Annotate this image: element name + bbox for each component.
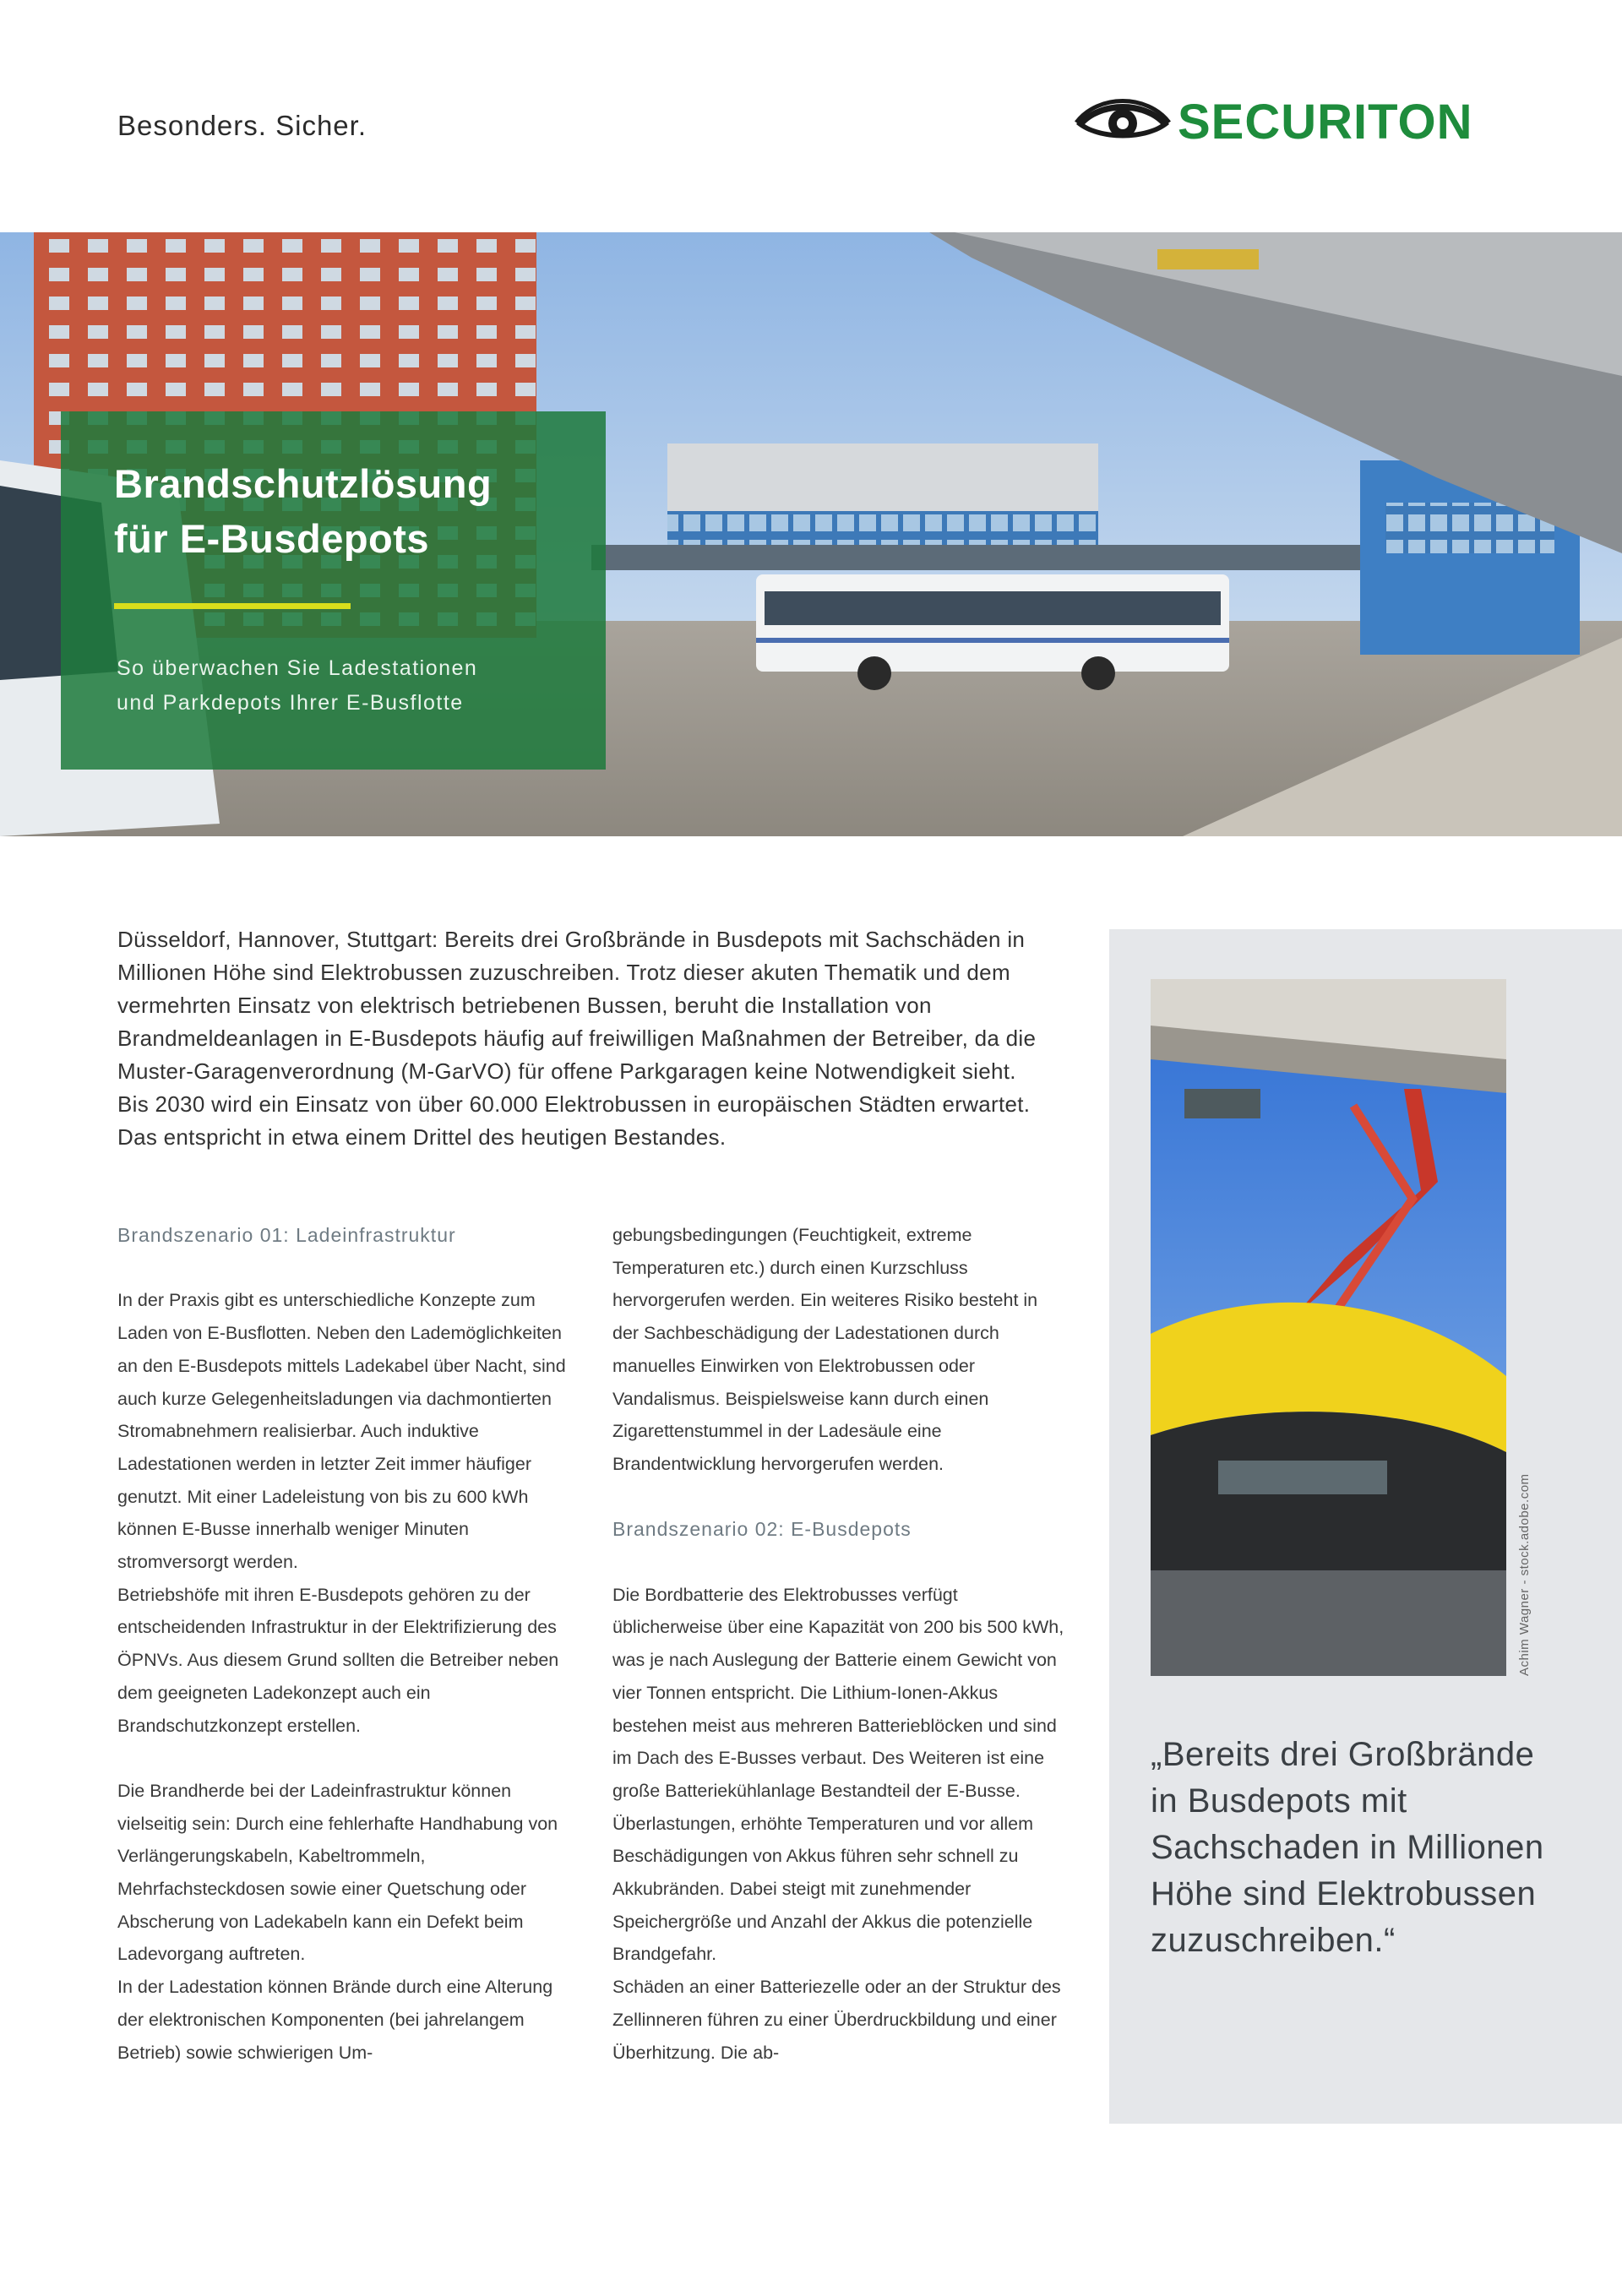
body-paragraph: Die Bordbatterie des Elektrobusses verfügt üblicherweise über eine Kapazität von 200 bis 500 kWh, was je nach Auslegung der Batterie einem Gewicht von vier Tonnen entspricht. Die Lithium-Ionen-Akkus bestehen meist aus mehreren Batterieblöcken und sind im Dach des E-Busses verbaut. Des Weiteren ist eine große Batteriekühlanlage Bestandteil der E-Busse. Überlastungen, erhöhte Temperaturen und vor allem Beschädigungen von Akkus führen sehr schnell zu Akkubränden. Dabei steigt mit zunehmender Speichergröße und Anzahl der Akkus die potenzielle Brandgefahr. — [612, 1584, 1064, 1965]
title-accent-rule — [114, 603, 351, 609]
title-box — [61, 411, 606, 770]
logo-wordmark: SECURITON — [1178, 94, 1473, 150]
body-paragraph: In der Ladestation können Brände durch eine Alterung der elektronischen Komponenten (bei jahrelangem Betrieb) sowie schwierigen Um- — [117, 1977, 553, 2063]
title-line-2: für E-Busdepots — [114, 516, 430, 561]
body-paragraph: Betriebshöfe mit ihren E-Busdepots gehören zu der entscheidenden Infrastruktur in der Elektrifizierung des ÖPNVs. Aus diesem Grund sollten die Betreiber neben dem geeigneten Ladekonzept auch ein Brandschutzkonzept erstellen. — [117, 1584, 559, 1736]
body-paragraph: In der Praxis gibt es unterschiedliche Konzepte zum Laden von E-Busflotten. Neben den Lademöglichkeiten an den E-Busdepots mittels Ladekabel über Nacht, sind auch kurze Gelegenheitsladungen via dachmontierten Stromabnehmern realisierbar. Auch induktive Ladestationen werden in letzter Zeit immer häufiger genutzt. Mit einer Ladeleistung von bis zu 600 kWh können E-Busse innerhalb weniger Minuten stromversorgt werden. — [117, 1290, 566, 1573]
photo-credit-text: Achim Wagner - stock.adobe.com — [1517, 1473, 1532, 1676]
text-column-2 — [612, 1219, 1069, 2069]
page-subtitle — [117, 651, 573, 721]
subtitle-line-2: und Parkdepots Ihrer E-Busflotte — [117, 691, 464, 715]
intro-paragraph: Düsseldorf, Hannover, Stuttgart: Bereits drei Großbrände in Busdepots mit Sachschäden in Millionen Höhe sind Elektrobussen zuzuschreiben. Trotz dieser akuten Thematik und dem vermehrten Einsatz von elektrisch betriebenen Bussen, beruht die Installation von Brandmeldeanlagen in E-Busdepots häufig auf freiwilligen Maßnahmen der Betreiber, da die Muster-Garagenverordnung (M-GarVO) für offene Parkgaragen keine Notwendigkeit sieht. — [117, 927, 1037, 1084]
pull-quote: „Bereits drei Großbrände in Busdepots mit Sachschaden in Millionen Höhe sind Elektrobussen zuzuschreiben.“ — [1151, 1736, 1544, 1959]
section-heading-02: Brandszenario 02: E-Busdepots — [612, 1518, 912, 1541]
intro-text — [117, 923, 1064, 1154]
securiton-logo[interactable] — [1073, 88, 1473, 155]
page-title — [114, 456, 587, 566]
section-heading-01: Brandszenario 01: Ladeinfrastruktur — [117, 1224, 456, 1246]
eye-icon — [1073, 92, 1173, 151]
tagline: Besonders. Sicher. — [117, 110, 367, 141]
intro-paragraph: Bis 2030 wird ein Einsatz von über 60.000 Elektrobussen in europäischen Städten erwartet. Das entspricht in etwa einem Drittel des heutigen Bestandes. — [117, 1091, 1031, 1150]
text-column-1 — [117, 1219, 574, 2069]
body-paragraph: Die Brandherde bei der Ladeinfrastruktur können vielseitig sein: Durch eine fehlerhafte Handhabung von Verlängerungskabeln, Kabeltrommeln, Mehrfachsteckdosen sowie einer Quetschung oder Abscherung von Ladekabeln kann ein Defekt beim Ladevorgang auftreten. — [117, 1780, 558, 1965]
title-line-1: Brandschutzlösung — [114, 461, 493, 506]
body-paragraph: Schäden an einer Batteriezelle oder an der Struktur des Zellinneren führen zu einer Überdruckbildung und einer Überhitzung. Die ab- — [612, 1977, 1061, 2063]
body-paragraph: gebungsbedingungen (Feuchtigkeit, extreme Temperaturen etc.) durch einen Kurzschluss hervorgerufen werden. Ein weiteres Risiko besteht in der Sachbeschädigung der Ladestationen durch manuelles Einwirken von Elektrobussen oder Vandalismus. Beispielsweise kann durch einen Zigarettenstummel in der Ladesäule eine Brandentwicklung hervorgerufen werden. — [612, 1225, 1038, 1474]
subtitle-line-1: So überwachen Sie Ladestationen — [117, 656, 478, 680]
pantograph-photo — [1151, 979, 1506, 1676]
